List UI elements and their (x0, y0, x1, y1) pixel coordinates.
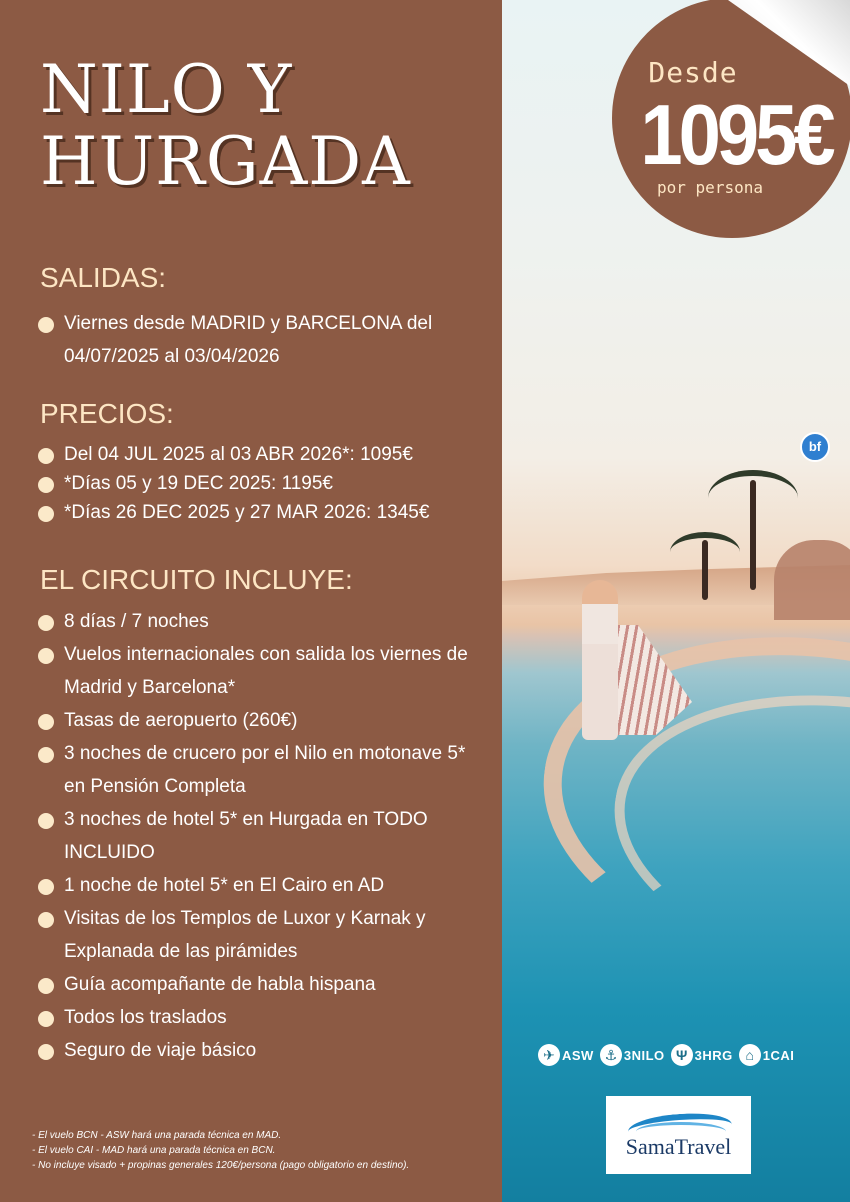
bullet-icon (38, 978, 54, 994)
item-text: *Días 05 y 19 DEC 2025: 1195€ (64, 473, 333, 494)
precios-list (38, 440, 488, 527)
bullet-icon (38, 1044, 54, 1060)
bullet-icon (38, 317, 54, 333)
list-item (38, 803, 488, 869)
list-item (38, 902, 488, 968)
itinerary-stop (739, 1044, 795, 1066)
item-text: Guía acompañante de habla hispana (64, 974, 376, 995)
dome-building (774, 540, 850, 620)
hotel-icon: ⌂ (739, 1044, 761, 1066)
bullet-icon (38, 448, 54, 464)
list-item (38, 869, 488, 902)
list-item (38, 440, 488, 469)
price-from-label: Desde (648, 56, 738, 89)
list-item (38, 704, 488, 737)
bullet-icon (38, 1011, 54, 1027)
stop-label: 3NILO (623, 1047, 665, 1063)
list-item (38, 1034, 488, 1067)
bullet-icon (38, 813, 54, 829)
footnote: - No incluye visado + propinas generales 120€/persona (pago obligatorio en destino). (32, 1160, 410, 1171)
bullet-icon (38, 714, 54, 730)
title-line: HURGADA (40, 123, 411, 200)
palm-tree-icon: Ψ (671, 1044, 693, 1066)
item-text: 8 días / 7 noches (64, 611, 209, 632)
bullet-icon (38, 506, 54, 522)
list-item (38, 968, 488, 1001)
list-item (38, 307, 488, 373)
item-text: Todos los traslados (64, 1007, 227, 1028)
palm-fronds (670, 532, 740, 572)
list-item (38, 469, 488, 498)
title-line: NILO Y (40, 51, 293, 128)
anchor-icon: ⚓ (600, 1044, 622, 1066)
item-text: Del 04 JUL 2025 al 03 ABR 2026*: 1095€ (64, 444, 413, 465)
footnote: - El vuelo BCN - ASW hará una parada técnica en MAD. (32, 1130, 282, 1141)
price-per-person: por persona (657, 178, 763, 197)
footnote: - El vuelo CAI - MAD hará una parada técnica en BCN. (32, 1145, 276, 1156)
stop-label: 1CAI (762, 1047, 795, 1063)
bf-badge-icon: bf (800, 432, 830, 462)
brand-name: SamaTravel (625, 1134, 732, 1159)
item-text: Tasas de aeropuerto (260€) (64, 710, 298, 731)
item-text: Vuelos internacionales con salida los viernes de Madrid y Barcelona* (64, 644, 468, 698)
list-item (38, 737, 488, 803)
bullet-icon (38, 615, 54, 631)
incluye-list (38, 605, 488, 1067)
salidas-heading: SALIDAS: (40, 262, 167, 293)
item-text: *Días 26 DEC 2025 y 27 MAR 2026: 1345€ (64, 502, 430, 523)
item-text: 1 noche de hotel 5* en El Cairo en AD (64, 875, 385, 896)
bullet-icon (38, 879, 54, 895)
page-title (40, 51, 411, 200)
precios-heading: PRECIOS: (40, 398, 174, 429)
woman-figure (582, 580, 618, 740)
salidas-list (38, 307, 488, 373)
bullet-icon (38, 747, 54, 763)
bullet-icon (38, 912, 54, 928)
itinerary-stop (671, 1044, 733, 1066)
list-item (38, 638, 488, 704)
airplane-icon: ✈ (538, 1044, 560, 1066)
list-item (38, 498, 488, 527)
footnotes (32, 1128, 497, 1173)
bullet-icon (38, 477, 54, 493)
item-text: Visitas de los Templos de Luxor y Karnak y Explanada de las pirámides (64, 908, 426, 962)
itinerary-stop (538, 1044, 594, 1066)
itinerary-stop (600, 1044, 665, 1066)
item-text: Seguro de viaje básico (64, 1040, 257, 1061)
item-text: 3 noches de crucero por el Nilo en motonave 5* en Pensión Completa (64, 743, 466, 797)
incluye-heading: EL CIRCUITO INCLUYE: (40, 564, 353, 595)
list-item (38, 1001, 488, 1034)
itinerary-strip (538, 1042, 794, 1068)
item-text: Viernes desde MADRID y BARCELONA del 04/07/2025 al 03/04/2026 (64, 313, 433, 367)
item-text: 3 noches de hotel 5* en Hurgada en TODO INCLUIDO (64, 809, 428, 863)
stop-label: ASW (562, 1047, 594, 1063)
palm-fronds (708, 470, 798, 526)
bullet-icon (38, 648, 54, 664)
stop-label: 3HRG (694, 1047, 733, 1063)
price-amount: 1095€ (640, 87, 832, 184)
list-item (38, 605, 488, 638)
brand-logo (606, 1096, 751, 1174)
